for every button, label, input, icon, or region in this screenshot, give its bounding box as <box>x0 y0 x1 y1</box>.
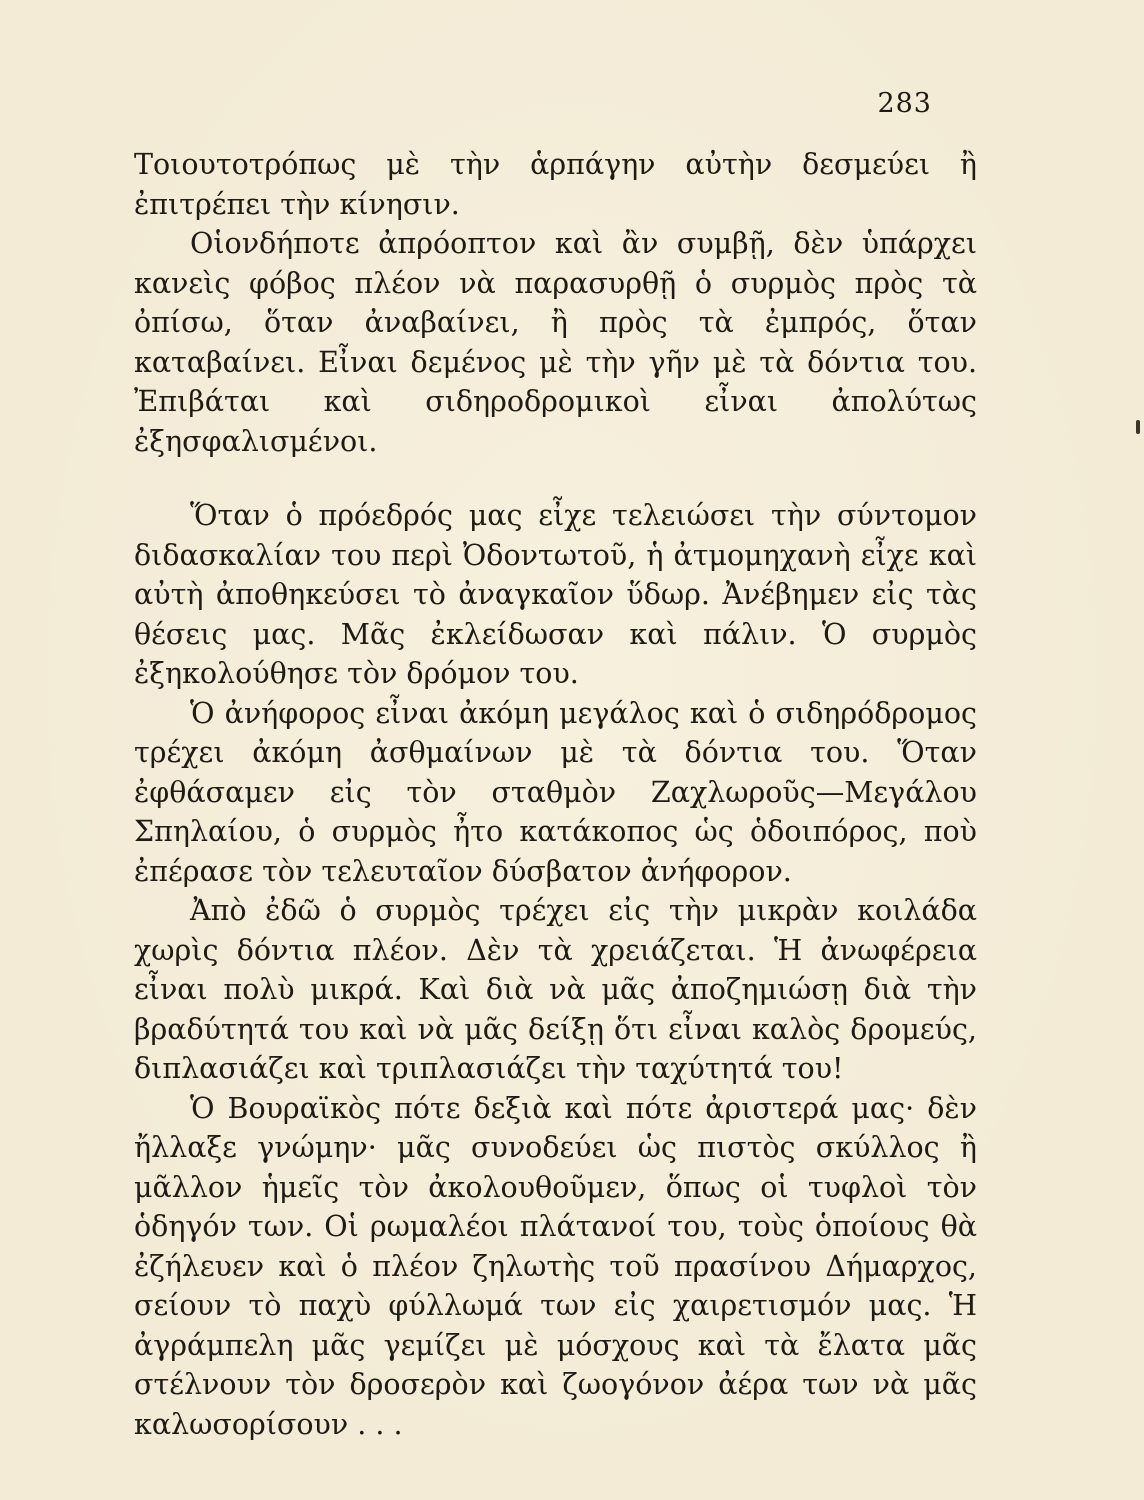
paragraph-6: Ὁ Βουραϊκὸς πότε δεξιὰ καὶ πότε ἀριστερά μας· δὲν ἤλλαξε γνώμην· μᾶς συνοδεύει ὡς πιστὸς σκύλλος ἢ μᾶλλον ἡμεῖς τὸν ἀκολουθοῦμεν, ὅπως οἱ τυφλοὶ τὸν ὁδηγόν των. Οἱ ρωμαλέοι πλάτανοί του, τοὺς ὁποίους θὰ ἐζήλευεν καὶ ὁ πλέον ζηλωτὴς τοῦ πρασίνου Δήμαρχος, σείουν τὸ παχὺ φύλλωμά των εἰς χαιρετισμόν μας. Ἡ ἀγράμπελη μᾶς γεμίζει μὲ μόσχους καὶ τὰ ἔλατα μᾶς στέλνουν τὸν δροσερὸν καὶ ζωογόνον ἀέρα των νὰ μᾶς καλωσορίσουν . . . <box>134 1091 977 1441</box>
paragraph-3: Ὅταν ὁ πρόεδρός μας εἶχε τελειώσει τὴν σύντομον διδασκαλίαν του περὶ Ὀδοντωτοῦ, ἡ ἀτμομηχανὴ εἶχε καὶ αὐτὴ ἀποθηκεύσει τὸ ἀναγκαῖον ὕδωρ. Ἀνέβημεν εἰς τὰς θέσεις μας. Μᾶς ἐκλείδωσαν καὶ πάλιν. Ὁ συρμὸς ἐξηκολούθησε τὸν δρόμον του. <box>134 499 977 690</box>
page-edge-mark <box>1136 420 1140 434</box>
paragraph-2: Οἱονδήποτε ἀπρόοπτον καὶ ἂν συμβῇ, δὲν ὑπάρχει κανεὶς φόβος πλέον νὰ παρασυρθῇ ὁ συρμὸς πρὸς τὰ ὀπίσω, ὅταν ἀναβαίνει, ἢ πρὸς τὰ ἐμπρός, ὅταν καταβαίνει. Εἶναι δεμένος μὲ τὴν γῆν μὲ τὰ δόντια του. Ἐπιβάται καὶ σιδηροδρομικοὶ εἶναι ἀπολύτως ἐξησφαλισμένοι. <box>134 227 977 458</box>
paragraph-5: Ἀπὸ ἐδῶ ὁ συρμὸς τρέχει εἰς τὴν μικρὰν κοιλάδα χωρὶς δόντια πλέον. Δὲν τὰ χρειάζεται. Ἡ ἀνωφέρεια εἶναι πολὺ μικρά. Καὶ διὰ νὰ μᾶς ἀποζημιώσῃ διὰ τὴν βραδύτητά του καὶ νὰ μᾶς δείξῃ ὅτι εἶναι καλὸς δρομεύς, διπλασιάζει καὶ τριπλασιάζει τὴν ταχύτητά του! <box>134 894 977 1085</box>
paragraph-1: Τοιουτοτρόπως μὲ τὴν ἁρπάγην αὐτὴν δεσμεύει ἢ ἐπιτρέπει τὴν κίνησιν. <box>134 148 977 221</box>
paragraph-4: Ὁ ἀνήφορος εἶναι ἀκόμη μεγάλος καὶ ὁ σιδηρόδρομος τρέχει ἀκόμη ἀσθμαίνων μὲ τὰ δόντια του. Ὅταν ἐφθάσαμεν εἰς τὸν σταθμὸν Ζαχλωροῦς—Μεγάλου Σπηλαίου, ὁ συρμὸς ἦτο κατάκοπος ὡς ὁδοιπόρος, ποὺ ἐπέρασε τὸν τελευταῖον δύσβατον ἀνήφορον. <box>134 696 977 888</box>
page-number: 283 <box>877 88 932 119</box>
body-text <box>134 145 977 1444</box>
